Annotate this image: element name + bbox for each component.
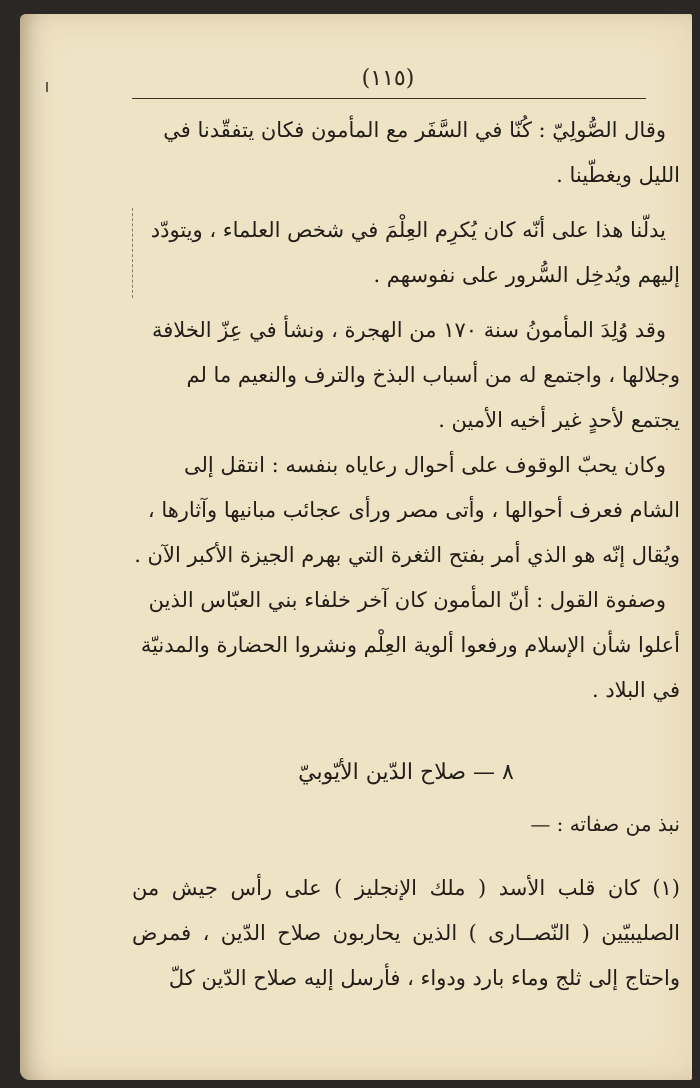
paragraph-honoring-scholars: يدلّنا هذا على أنّه كان يُكرِم العِلْمَ في شخص العلماء ، ويتودّد إليهم ويُدخِل السُّرور على نفوسهم . bbox=[132, 208, 680, 298]
paragraph-birth-of-mamun: وقد وُلِدَ المأمونُ سنة ١٧٠ من الهجرة ، ونشأ في عِزّ الخلافة وجلالها ، واجتمع له من أسباب البذخ والترف والنعيم ما لم يجتمع لأحدٍ غير أخيه الأمين . bbox=[152, 318, 680, 432]
paragraph-travels: وكان يحبّ الوقوف على أحوال رعاياه بنفسه : انتقل إلى الشام فعرف أحوالها ، وأتى مصر ورأى عجائب مبانيها وآثارها ، ويُقال إنّه هو الذي أمر بفتح الثغرة التي بهرم الجيزة الأكبر الآن . bbox=[134, 453, 680, 567]
header-rule bbox=[132, 98, 646, 99]
margin-mark bbox=[46, 82, 48, 92]
paragraph-summary: وصفوة القول : أنّ المأمون كان آخر خلفاء بني العبّاس الذين أعلوا شأن الإسلام ورفعوا ألوية العِلْم ونشروا الحضارة والمدنيّة في البلاد . bbox=[140, 588, 680, 702]
paragraph-suli-quote: وقال الصُّولِيّ : كُنّا في السَّفَر مع المأمون فكان يتفقّدنا في الليل ويغطّينا . bbox=[163, 118, 680, 187]
section-heading: ٨ — صلاح الدّين الأيّوبيّ bbox=[298, 760, 514, 785]
section-sub-lead: نبذ من صفاته : — bbox=[530, 812, 680, 836]
section-body bbox=[132, 866, 680, 1001]
page-body bbox=[132, 108, 680, 713]
page-number: (١١٥) bbox=[361, 66, 415, 91]
paragraph-richard-lionheart: (١) كان قلب الأسد ( ملك الإنجليز ) على رأس جيش من الصليبيّين ( النّصــارى ) الذين يحاربون صلاح الدّين ، فمرض واحتاج إلى ثلج وماء بارد ودواء ، فأرسل إليه صلاح الدّين كلّ bbox=[132, 876, 680, 990]
